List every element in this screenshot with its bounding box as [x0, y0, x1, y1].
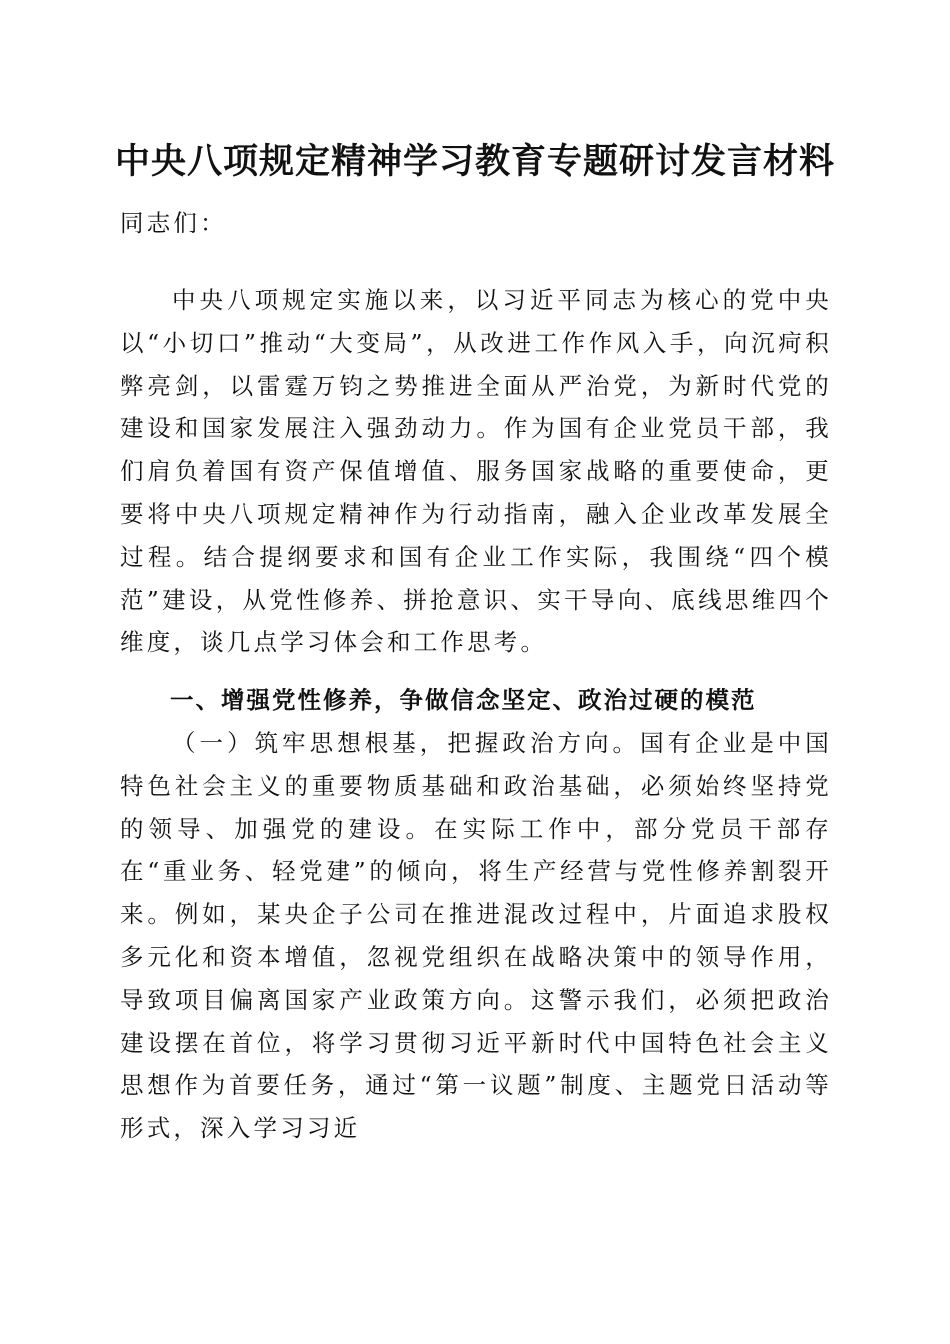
salutation: 同志们： [120, 209, 227, 237]
document-title: 中央八项规定精神学习教育专题研讨发言材料 [114, 141, 835, 182]
section-heading: 一、增强党性修养，争做信念坚定、政治过硬的模范 [170, 686, 757, 714]
section-paragraph: （一）筑牢思想根基，把握政治方向。国有企业是中国特色社会主义的重要物质基础和政治基础，必须始终坚持党的领导、加强党的建设。在实际工作中，部分党员干部存在“重业务、轻党建”的倾向，将生产经营与党性修养割裂开来。例如，某央企子公司在推进混改过程中，片面追求股权多元化和资本增值，忽视党组织在战略决策中的领导作用，导致项目偏离国家产业政策方向。这警示我们，必须把政治建设摆在首位，将学习贯彻习近平新时代中国特色社会主义思想作为首要任务，通过“第一议题”制度、主题党日活动等形式，深入学习习近 [120, 729, 832, 1143]
intro-paragraph: 中央八项规定实施以来，以习近平同志为核心的党中央以“小切口”推动“大变局”，从改进工作作风入手，向沉疴积弊亮剑，以雷霆万钧之势推进全面从严治党，为新时代党的建设和国家发展注入强劲动力。作为国有企业党员干部，我们肩负着国有资产保值增值、服务国家战略的重要使命，更要将中央八项规定精神作为行动指南，融入企业改革发展全过程。结合提纲要求和国有企业工作实际，我围绕“四个模范”建设，从党性修养、拼抢意识、实干导向、底线思维四个维度，谈几点学习体会和工作思考。 [120, 286, 832, 657]
